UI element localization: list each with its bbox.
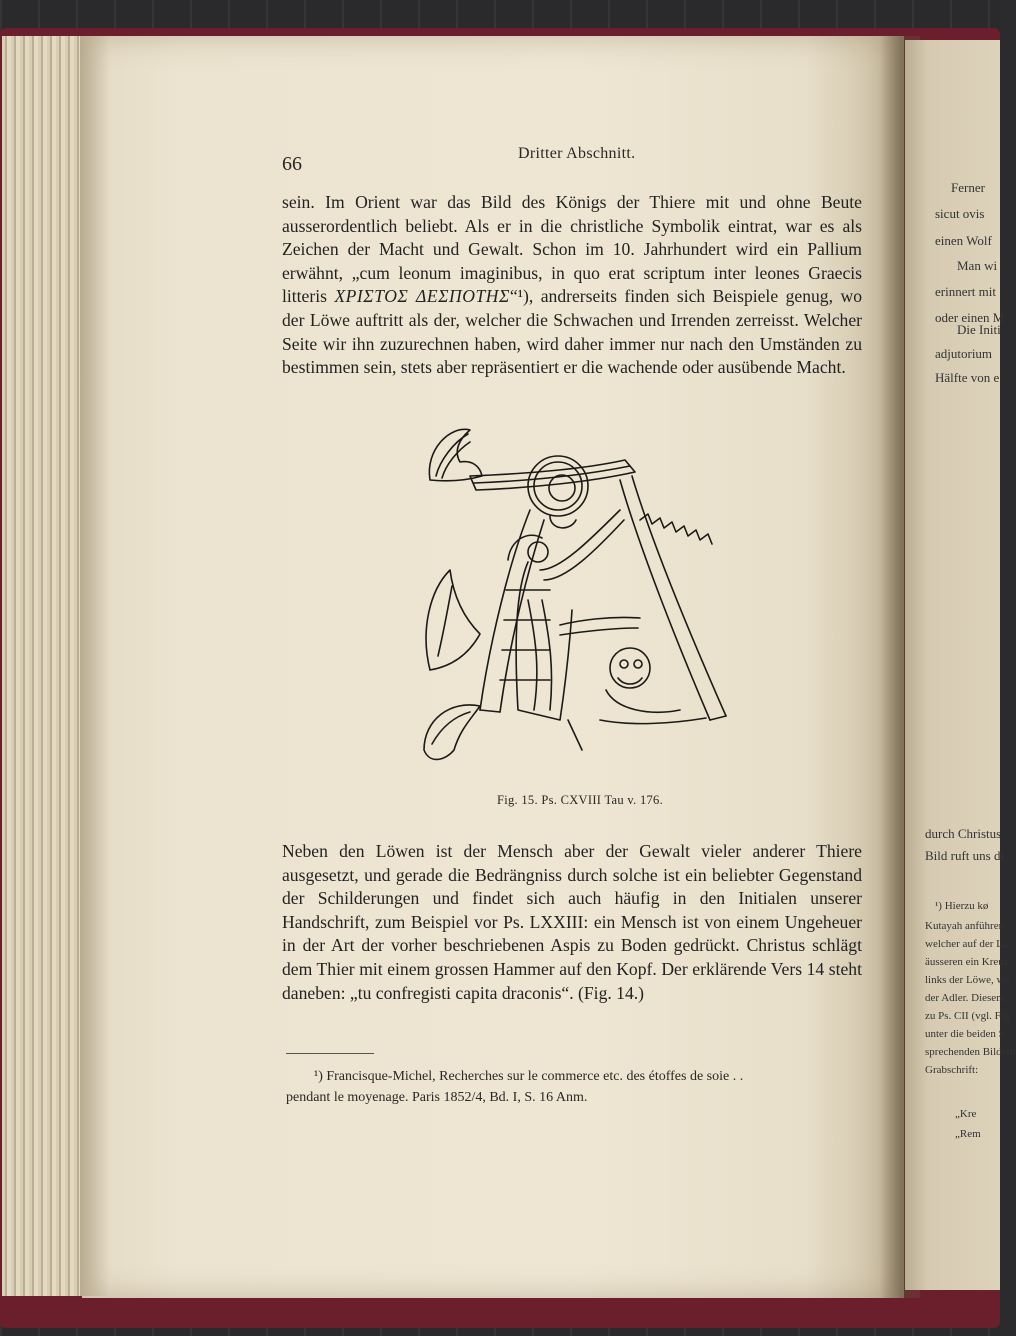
- page-shadow: [80, 36, 110, 1296]
- paragraph-1-text-cont: “¹), andrerseits finden sich Beispiele genug, wo der Löwe auftritt als der, welcher die Schwachen und Irrenden zerreisst. Welcher Seite wir ihn zuzurechnen haben, wird daher immer nur nach den Umständen zu bestimmen sein, stets aber repräsentiert er die wachende oder ausübende Macht.: [282, 286, 862, 378]
- footnote: [286, 1066, 864, 1108]
- paragraph-1: [282, 191, 862, 380]
- facing-page-line: Hälfte von e: [935, 370, 1000, 385]
- facing-page-line: Bild ruft uns di: [925, 848, 1005, 863]
- facing-page-line: unter die beiden S: [925, 1028, 1005, 1040]
- facing-page-line: links der Löwe, we: [925, 974, 1010, 986]
- facing-page-line: Grabschrift:: [925, 1064, 979, 1076]
- facing-page-line: Kutayah anführen: [925, 920, 1005, 932]
- facing-page-line: sprechenden Bildern: [925, 1046, 1016, 1058]
- facing-page-line: der Adler. Diesem: [925, 992, 1005, 1004]
- facing-page-line: „Kre: [955, 1108, 977, 1120]
- page-number: 66: [282, 153, 302, 175]
- facing-page-line: „Rem: [955, 1128, 981, 1140]
- running-head: [282, 145, 862, 175]
- facing-page-line: erinnert mit: [935, 284, 997, 299]
- facing-page-line: adjutorium: [935, 346, 993, 361]
- page-edges-left: [2, 36, 86, 1296]
- footnote-divider: [286, 1053, 374, 1054]
- greek-inscription: ΧΡΙΣΤΟΣ ΔΕΣΠΟΤΗΣ: [334, 286, 510, 307]
- facing-page-line: Die Initi: [957, 322, 1001, 337]
- facing-page-line: sicut ovis: [935, 206, 985, 221]
- facing-page-line: äusseren ein Kreuz: [925, 956, 1009, 968]
- paragraph-1-text: sein. Im Orient war das Bild des Königs der Thiere mit und ohne Beute ausserordentlich beliebt. Als er in die christliche Symbolik eintrat, war es als Zeichen der Macht und Gewalt. Schon im 10. Jahrhundert wird ein Pallium erwähnt, „cum leonum imaginibus, in quo erat scriptum inter leones Graecis litteris: [282, 192, 862, 307]
- facing-page-line: zu Ps. CII (vgl. Fig: [925, 1010, 1010, 1022]
- facing-page-line: Ferner: [951, 180, 985, 195]
- footnote-line-1: ¹) Francisque-Michel, Recherches sur le commerce etc. des étoffes de soie . .: [314, 1069, 744, 1084]
- facing-page-line: oder einen M: [935, 310, 1005, 325]
- section-title: Dritter Abschnitt.: [518, 145, 636, 162]
- facing-page-line: Man wi: [957, 258, 998, 273]
- initial-letter-illustration: [410, 420, 740, 790]
- facing-page-line: welcher auf der La: [925, 938, 1008, 950]
- facing-page-line: ¹) Hierzu kø: [935, 900, 989, 912]
- figure-caption: Fig. 15. Ps. CXVIII Tau v. 176.: [496, 793, 664, 807]
- facing-page: [905, 40, 1016, 1290]
- footnote-line-2: pendant le moyenage. Paris 1852/4, Bd. I, S. 16 Anm.: [286, 1090, 588, 1105]
- illuminated-initial-a-icon: [410, 420, 740, 790]
- facing-page-line: durch Christus: [925, 826, 1002, 841]
- paragraph-2: Neben den Löwen ist der Mensch aber der Gewalt vieler anderer Thiere ausgesetzt, und gerade die Bedrängniss durch solche ist ein beliebter Gegenstand der Schilderungen und findet sich auch häufig in den Initialen unserer Handschrift, zum Beispiel vor Ps. LXXIII: ein Mensch ist von einem Ungeheuer in der Art der vorher beschriebenen Aspis zu Boden gedrückt. Christus schlägt dem Thier mit einem grossen Hammer auf den Kopf. Der erklärende Vers 14 steht daneben: „tu confregisti capita draconis“. (Fig. 14.): [282, 841, 862, 1003]
- facing-page-line: einen Wolf: [935, 233, 992, 248]
